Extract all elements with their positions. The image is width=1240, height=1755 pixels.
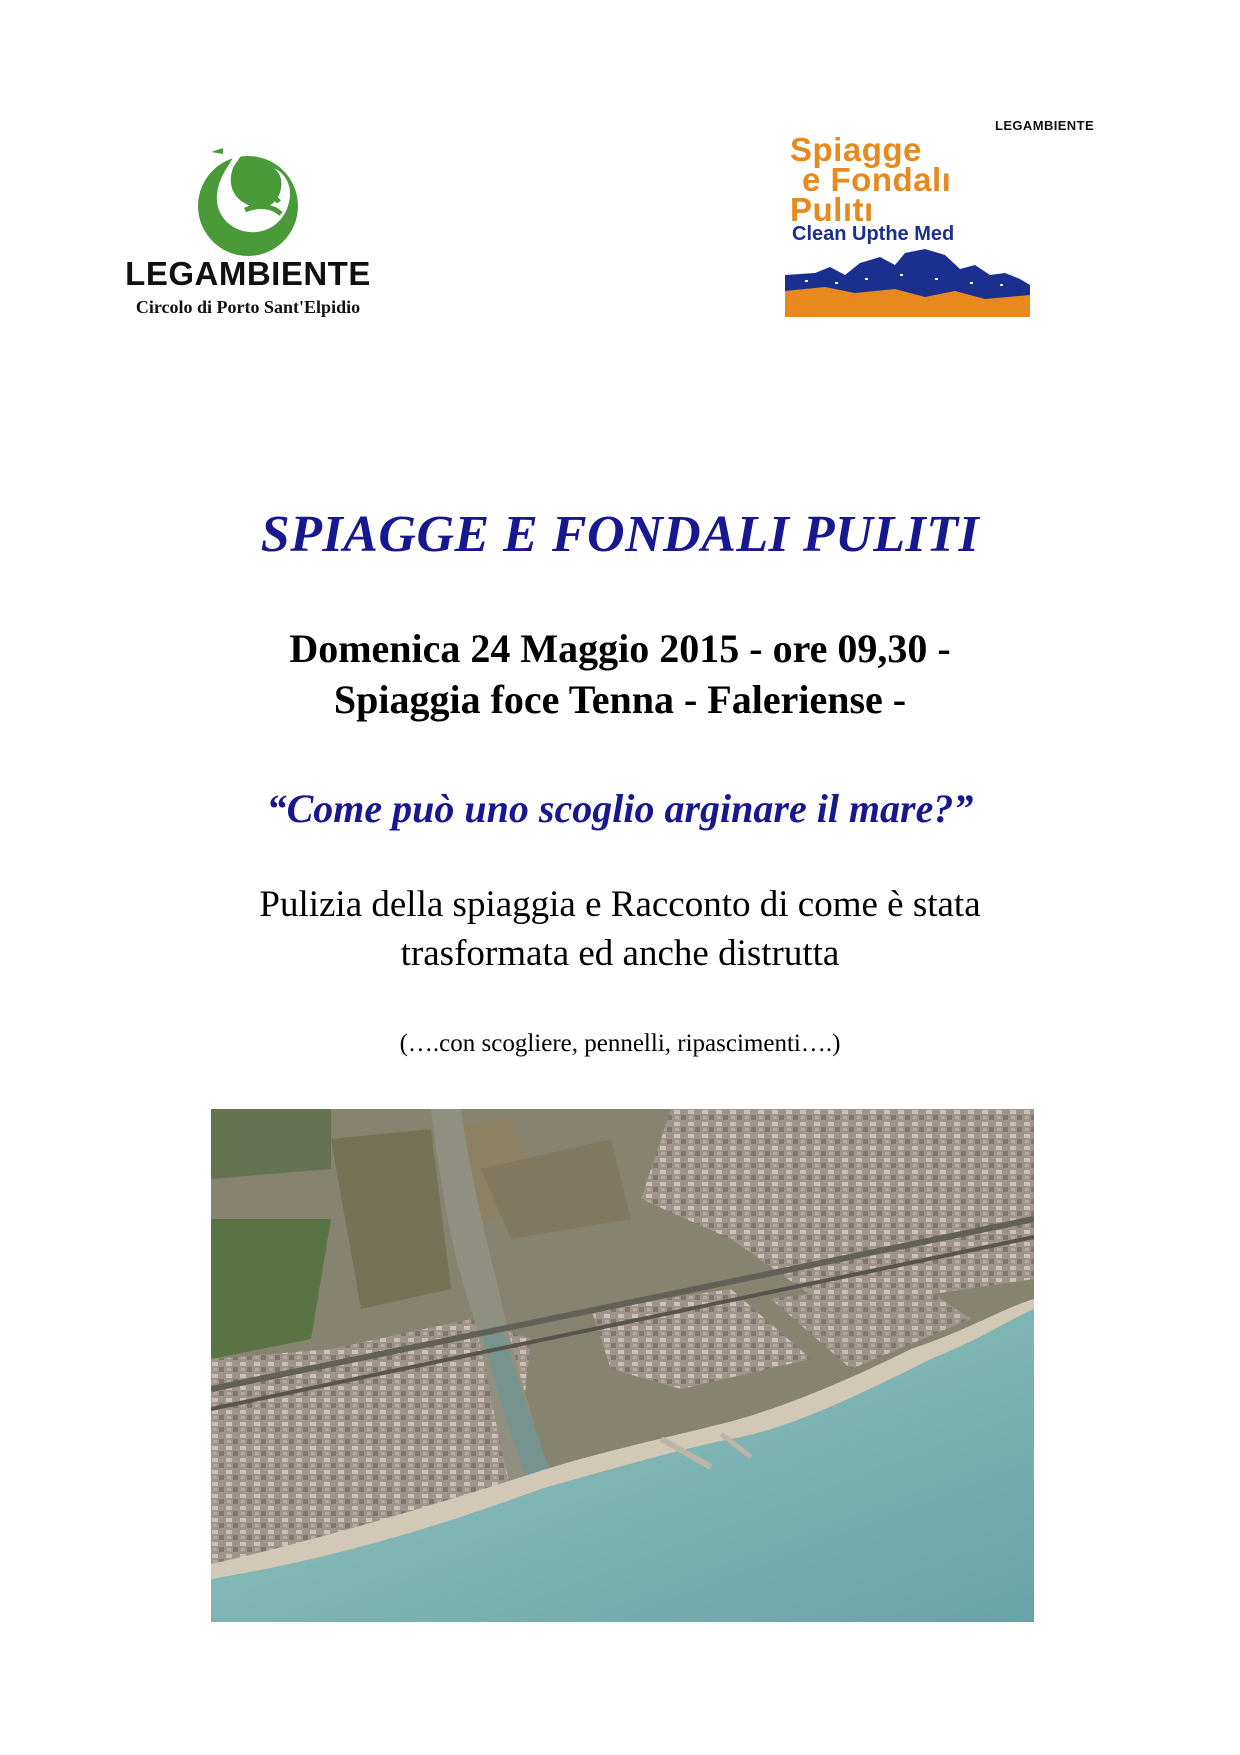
aerial-photo-illustration (211, 1109, 1034, 1622)
logo-title-line-2: e Fondalı (802, 161, 952, 198)
event-note: (….con scogliere, pennelli, ripascimenti….) (399, 1030, 841, 1057)
swan-icon (193, 128, 303, 258)
event-quote: “Come può uno scoglio arginare il mare?” (266, 786, 974, 831)
description-line-1: Pulizia della spiaggia e Racconto di come è stata (259, 884, 981, 925)
event-date-time: Domenica 24 Maggio 2015 - ore 09,30 - (289, 626, 951, 671)
legambiente-small-brand: LEGAMBIENTE (995, 118, 1095, 133)
legambiente-brand-text: LEGAMBIENTE (125, 255, 371, 292)
aerial-coast-photo (211, 1109, 1034, 1622)
logo-title-line-1: Spiagge (790, 131, 922, 168)
spiagge-fondali-logo (780, 115, 1110, 320)
event-title: SPIAGGE E FONDALI PULITI (260, 506, 980, 563)
circolo-subtitle: Circolo di Porto Sant'Elpidio (135, 297, 361, 317)
mediterranean-map-icon (785, 245, 1030, 317)
logo-title-line-3: Pulıtı (790, 191, 874, 228)
event-location: Spiaggia foce Tenna - Faleriense - (333, 677, 907, 722)
description-line-2: trasformata ed anche distrutta (400, 933, 840, 974)
clean-up-the-med-tagline: Clean Upthe Med (792, 223, 955, 245)
legambiente-logo (118, 120, 378, 320)
